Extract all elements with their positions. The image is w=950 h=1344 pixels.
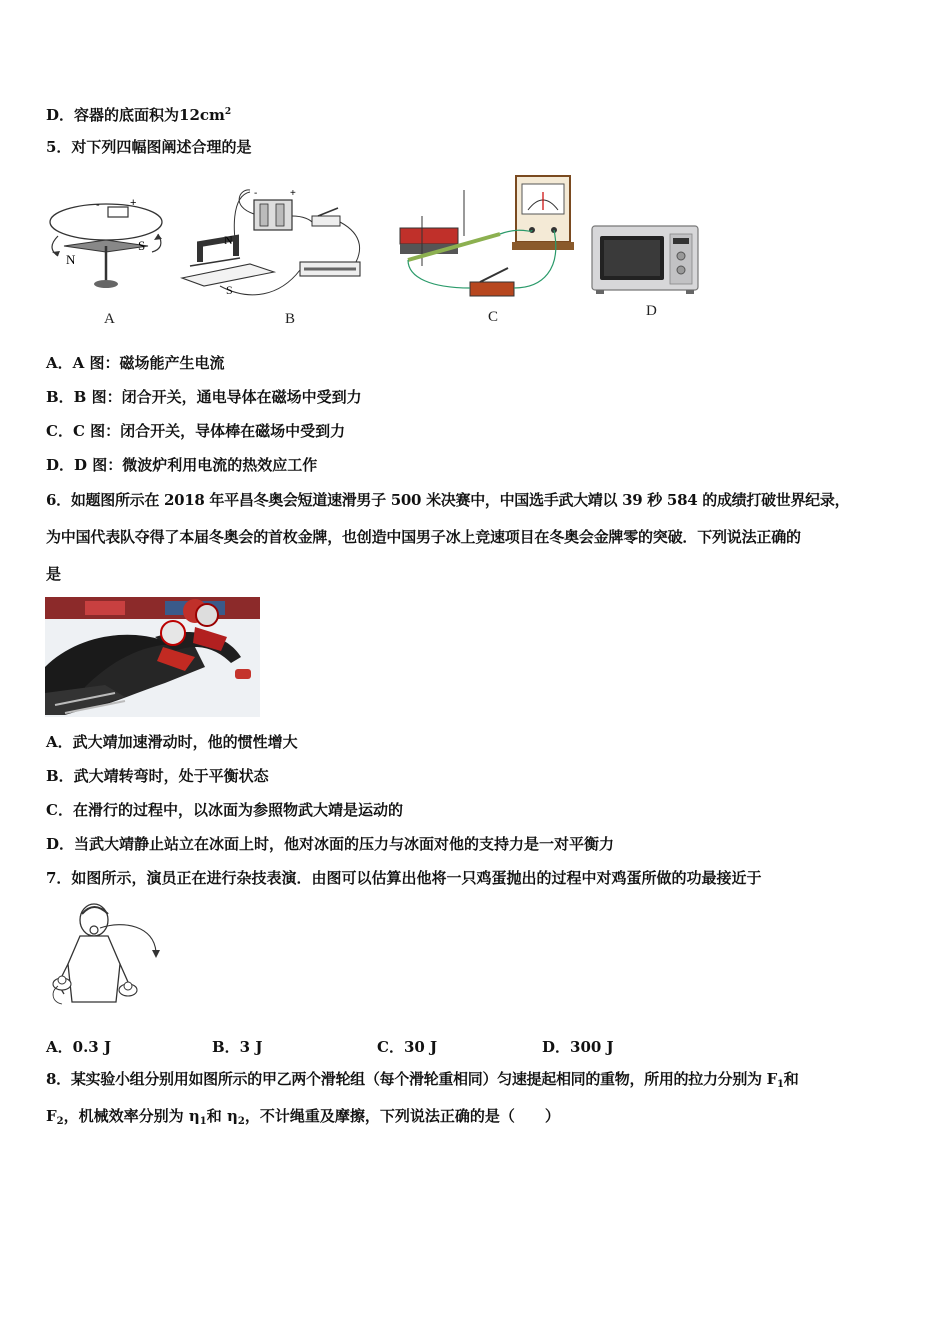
q5-option-d[interactable]: D．D 图：微波炉利用电流的热效应工作 bbox=[46, 456, 318, 474]
q7-option-a[interactable]: A．0.3 J bbox=[46, 1038, 112, 1056]
q5-figure-c bbox=[392, 170, 592, 306]
q5-figure-d bbox=[590, 222, 702, 296]
q7-stem: 7．如图所示，演员正在进行杂技表演．由图可以估算出他将一只鸡蛋抛出的过程中对鸡蛋所做的功最接近于 bbox=[46, 869, 762, 887]
switch-icon bbox=[470, 282, 514, 296]
battery-icon bbox=[108, 207, 128, 217]
q5-label-c: C bbox=[488, 309, 499, 325]
q6-stem-line1: 6．如题图所示在 2018 年平昌冬奥会短道速滑男子 500 米决赛中，中国选手武大靖以 39 秒 584 的成绩打破世界纪录， bbox=[46, 491, 850, 509]
q8-stem-line2: $F_2$，机械效率分别为 $\eta_1$和 $\eta_2$，不计绳重及摩擦，下列说法正确的是（ ） bbox=[46, 1107, 560, 1127]
svg-text:N: N bbox=[224, 233, 233, 247]
q6-option-b[interactable]: B．武大靖转弯时，处于平衡状态 bbox=[46, 767, 269, 785]
q7-option-b[interactable]: B．3 J bbox=[212, 1038, 263, 1056]
q5-figure-a bbox=[44, 190, 174, 300]
q7-option-c[interactable]: C．30 J bbox=[377, 1038, 438, 1056]
q6-option-c[interactable]: C．在滑行的过程中，以冰面为参照物武大靖是运动的 bbox=[46, 801, 403, 819]
q7-option-d[interactable]: D．300 J bbox=[542, 1038, 614, 1056]
q6-option-a[interactable]: A．武大靖加速滑动时，他的惯性增大 bbox=[46, 733, 298, 751]
egg-icon bbox=[90, 926, 98, 934]
svg-text:-: - bbox=[254, 188, 258, 199]
q5-label-a: A bbox=[104, 311, 115, 327]
q6-option-d[interactable]: D．当武大靖静止站立在冰面上时，他对冰面的压力与冰面对他的支持力是一对平衡力 bbox=[46, 835, 615, 853]
south-label: S bbox=[138, 238, 146, 253]
q5-option-c[interactable]: C．C 图：闭合开关，导体棒在磁场中受到力 bbox=[46, 422, 346, 440]
magnet-icon bbox=[400, 228, 458, 244]
q5-label-b: B bbox=[285, 311, 296, 327]
q5-figure-b bbox=[180, 186, 370, 306]
q5-option-a[interactable]: A．A 图：磁场能产生电流 bbox=[46, 354, 225, 372]
switch-icon bbox=[312, 216, 340, 226]
q6-skaters-photo bbox=[45, 597, 260, 717]
q5-label-d: D bbox=[646, 303, 657, 319]
svg-text:+: + bbox=[290, 188, 296, 199]
helmet-icon bbox=[161, 621, 185, 645]
q8-stem-line1: 8．某实验小组分别用如图所示的甲乙两个滑轮组（每个滑轮重相同）匀速提起相同的重物，所用的拉力分别为 $F_1$和 bbox=[46, 1070, 799, 1090]
svg-text:S: S bbox=[226, 283, 233, 297]
minus-sign: - bbox=[96, 199, 100, 211]
q5-option-b[interactable]: B．B 图：闭合开关，通电导体在磁场中受到力 bbox=[46, 388, 362, 406]
plus-sign: + bbox=[130, 197, 137, 209]
north-label: N bbox=[66, 252, 76, 267]
q6-stem-line3: 是 bbox=[46, 565, 62, 583]
q6-stem-line2: 为中国代表队夺得了本届冬奥会的首枚金牌，也创造中国男子冰上竞速项目在冬奥会金牌零的突破．下列说法正确的 bbox=[46, 528, 801, 546]
q7-juggler-figure bbox=[44, 900, 164, 1022]
prev-option-d: D．容器的底面积为$12cm^2$ bbox=[46, 106, 232, 124]
q5-stem: 5．对下列四幅图阐述合理的是 bbox=[46, 138, 252, 156]
